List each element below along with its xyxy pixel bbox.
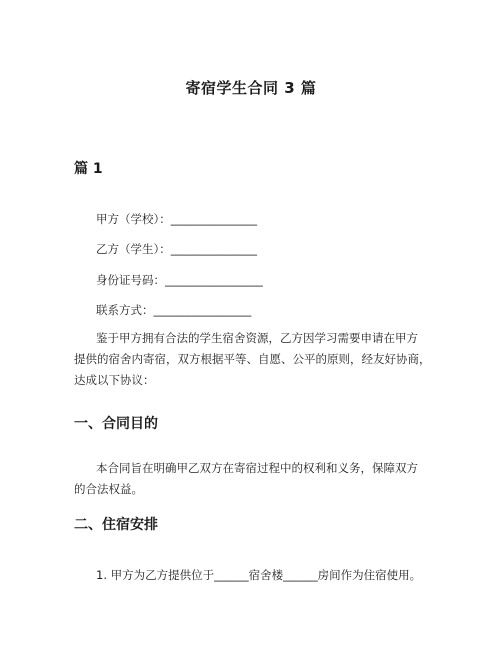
clause-1-line: 本合同旨在明确甲乙双方在寄宿过程中的权利和义务，保障双方 (96, 461, 418, 475)
intro-line: 鉴于甲方拥有合法的学生宿舍资源，乙方因学习需要申请在甲方 (96, 331, 418, 345)
contact-field: 联系方式：_________________ (96, 303, 252, 317)
clause-2-heading: 二、住宿安排 (74, 517, 158, 533)
party-b-field: 乙方（学生）：_______________ (96, 242, 257, 256)
clause-1-paragraph (74, 458, 444, 500)
clause-2-item-1: 1. 甲方为乙方提供位于______宿舍楼______房间作为住宿使用。 (96, 568, 422, 582)
section-heading: 篇 1 (74, 161, 103, 177)
id-number-field: 身份证号码：_________________ (96, 273, 263, 287)
document-title: 寄宿学生合同 3 篇 (185, 79, 317, 97)
clause-1-line: 的合法权益。 (74, 482, 143, 496)
clause-1-heading: 一、合同目的 (74, 416, 158, 432)
intro-paragraph (74, 328, 444, 391)
party-a-field: 甲方（学校）：_______________ (96, 212, 257, 226)
intro-line: 提供的宿舍内寄宿，双方根据平等、自愿、公平的原则，经友好协商， (74, 352, 431, 366)
intro-line: 达成以下协议： (74, 373, 155, 387)
